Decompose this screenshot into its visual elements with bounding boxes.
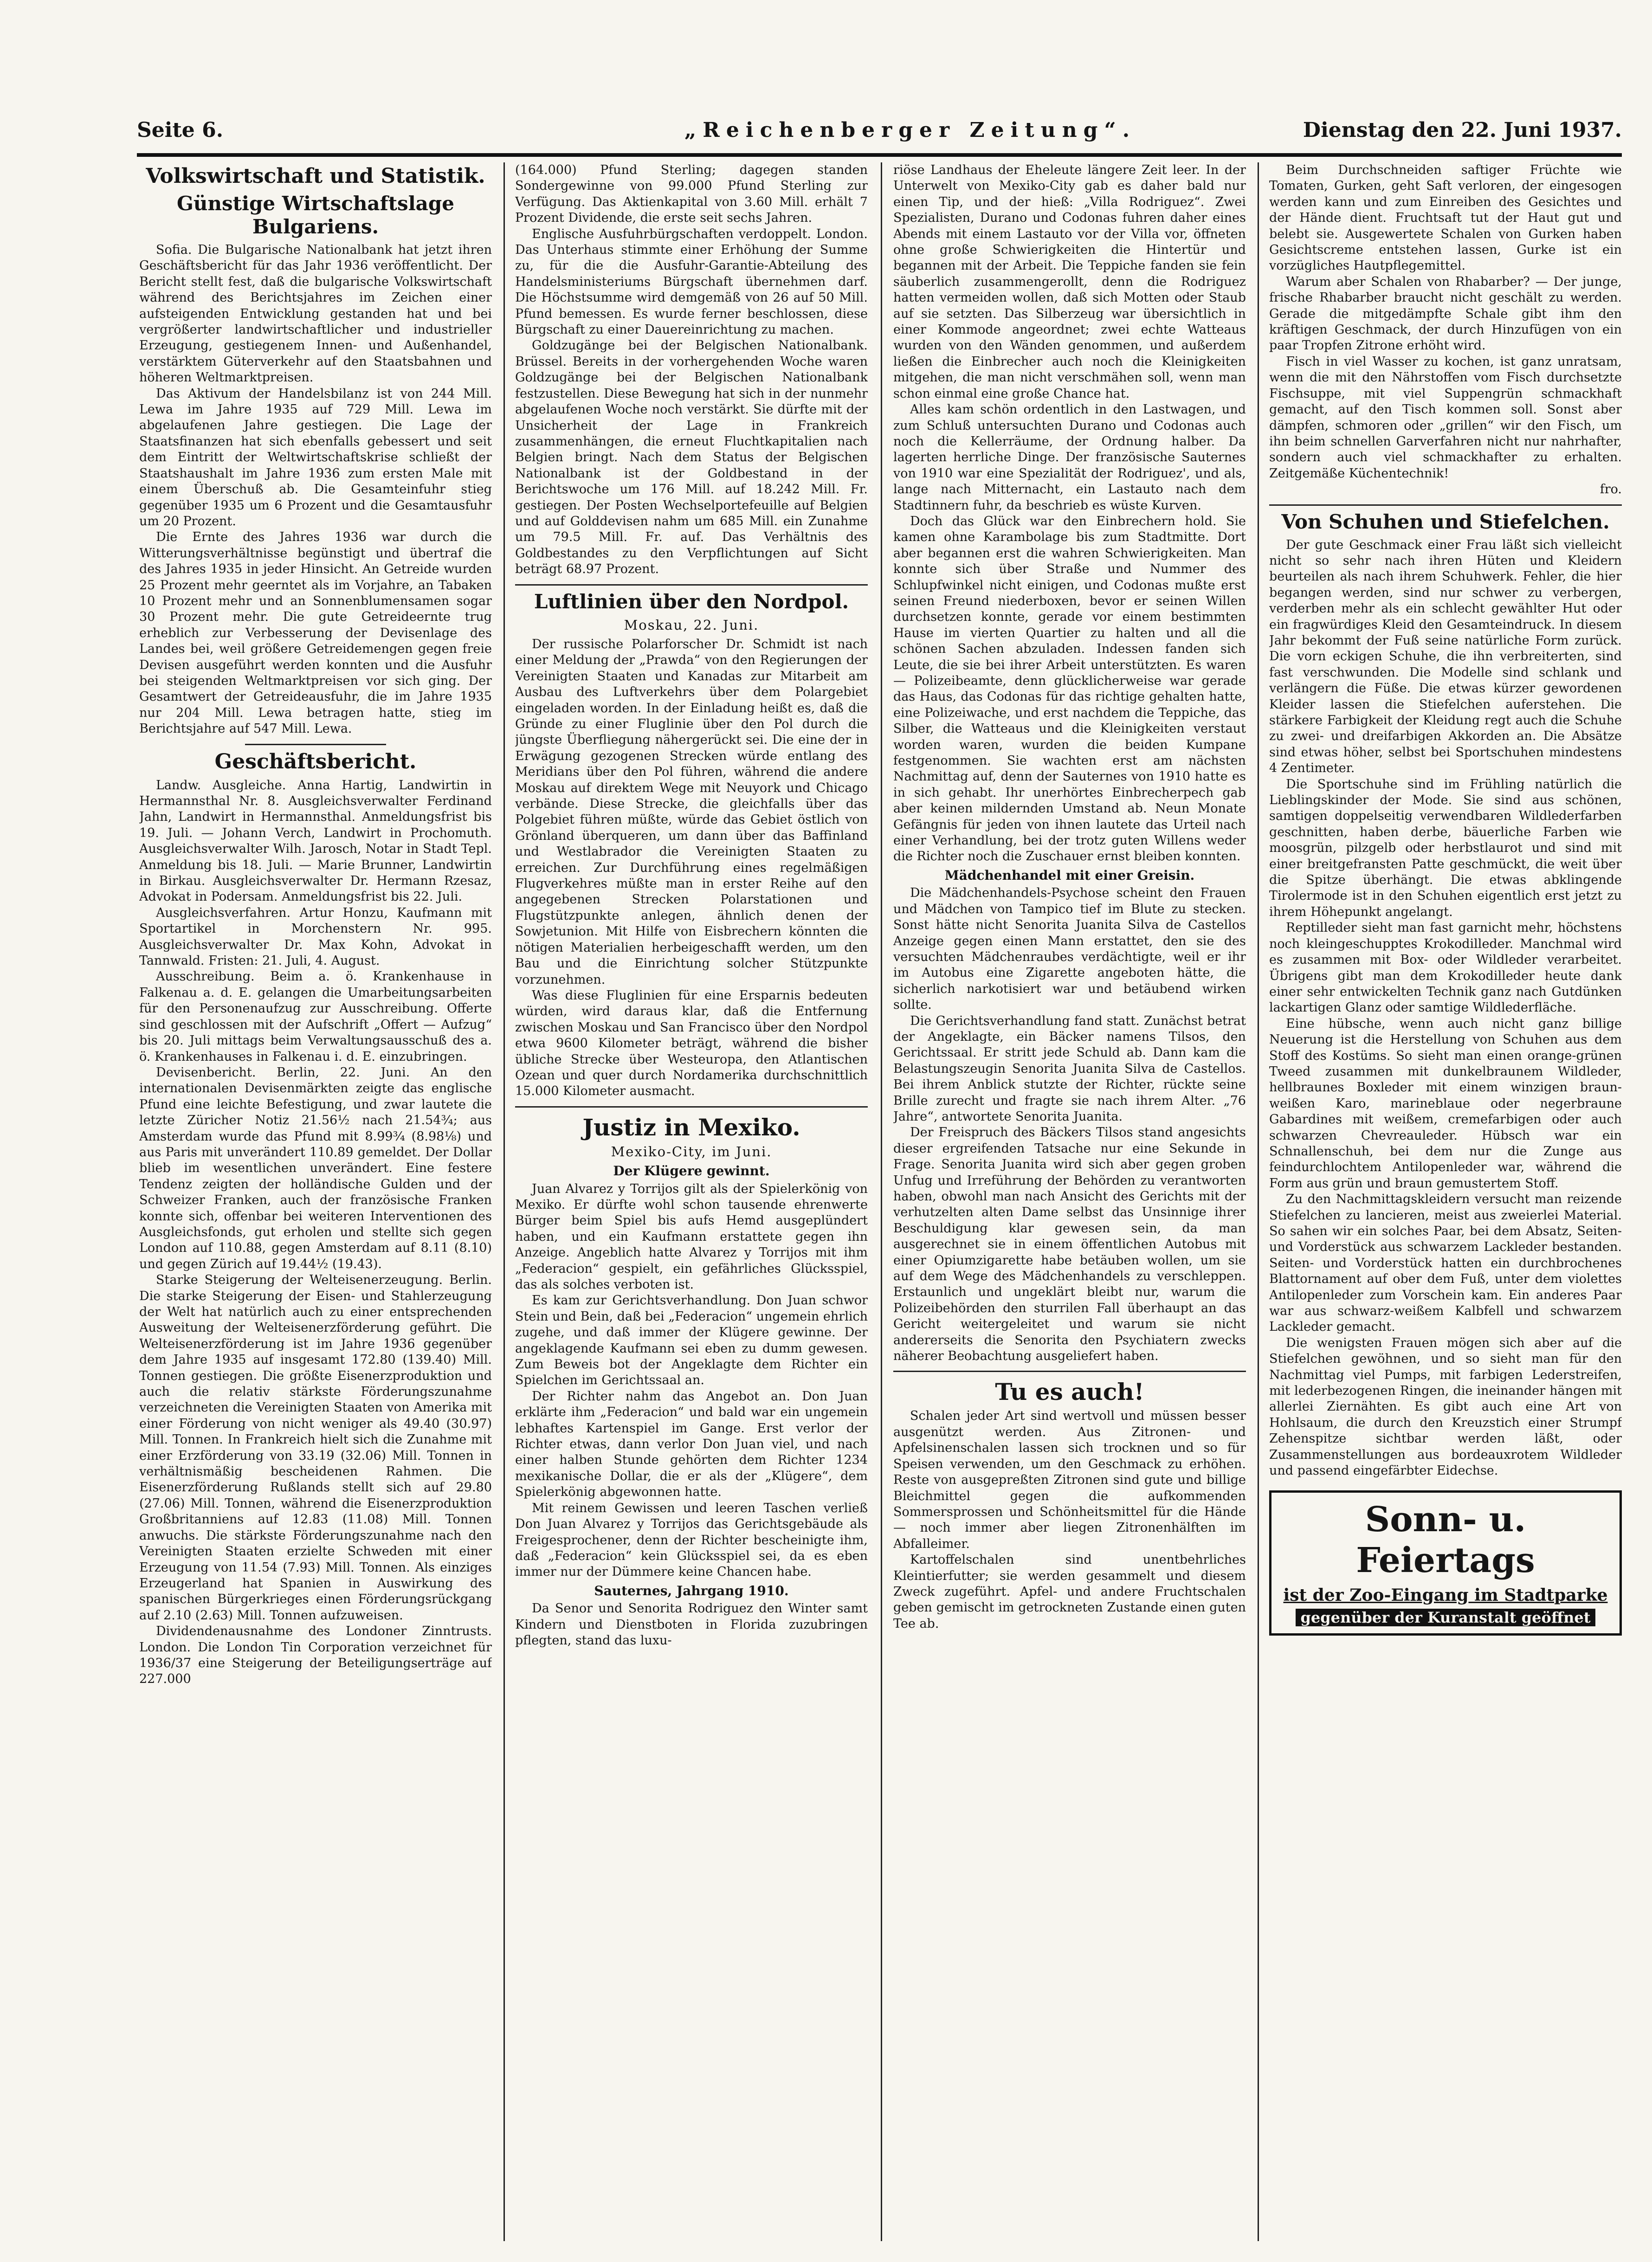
divider <box>515 584 868 586</box>
column-3 <box>893 162 1246 2241</box>
ad-text: gegenüber der Kuranstalt geöffnet <box>1296 1609 1595 1626</box>
newspaper-title: „Reichenberger Zeitung“. <box>684 118 1136 142</box>
paragraph: Es kam zur Gerichtsverhandlung. Don Juan schwor Stein und Bein, daß bei „Federacion“ ungemein ehrlich zugehe, und daß immer der Klügere gewinne. Der angeklagende Kaufmann sei eben zu dumm gewesen. Zum Beweis bot der Angeklagte dem Richter ein Spielchen im Gerichtssaal an. <box>515 1293 868 1388</box>
dateline: Moskau, 22. Juni. <box>624 617 759 633</box>
paragraph: Starke Steigerung der Welteisenerzeugung. Berlin. Die starke Steigerung der Eisen- und Stahlerzeugung der Welt hat natürlich auch zu einer entsprechenden Ausweitung der Welteisenerzförderung geführt. Die Welteisenerzförderung ist im Jahre 1936 gegenüber dem Jahre 1935 auf insgesamt 172.80 (139.40) Mill. Tonnen gestiegen. Die größte Eisenerzproduktion und auch die relativ stärkste Förderungszunahme verzeichneten die Vereinigten Staaten von Amerika mit einer Förderung von nicht weniger als 49.40 (30.97) Mill. Tonnen. In Frankreich hielt sich die Zunahme mit einer Erzförderung von 33.19 (32.06) Mill. Tonnen in verhältnismäßig bescheidenen Rahmen. Die Eisenerzförderung Rußlands stellt sich auf 29.80 (27.06) Mill. Tonnen, während die Eisenerzproduktion Großbritanniens auf 12.83 (11.08) Mill. Tonnen anwuchs. Die stärkste Förderungszunahme nach den Vereinigten Staaten erzielte Schweden mit einer Erzeugung von 11.54 (7.93) Mill. Tonnen. Als einziges Erzeugerland hat Spanien in Auswirkung des spanischen Bürgerkrieges einen Förderungsrückgang auf 2.10 (2.63) Mill. Tonnen aufzuweisen. <box>139 1273 492 1623</box>
paragraph: Die Gerichtsverhandlung fand statt. Zunächst betrat der Angeklagte, ein Bäcker namens Tilsos, den Gerichtssaal. Er stritt jede Schuld ab. Dann kam die Belastungszeugin Senorita Juanita Silva de Castellos. Bei ihrem Anblick stutzte der Richter, rückte seine Brille zurecht und fragte sie nach ihrem Alter. „76 Jahre“, antwortete Senorita Juanita. <box>893 1013 1246 1124</box>
article-title: Von Schuhen und Stiefelchen. <box>1281 510 1610 533</box>
subheading: Sauternes, Jahrgang 1910. <box>594 1583 789 1598</box>
paragraph: (164.000) Pfund Sterling; dagegen standen Sondergewinne von 99.000 Pfund Sterling zur Verfügung. Das Aktienkapital von 3.60 Mill. erhält 7 Prozent Dividende, die erste seit sechs Jahren. <box>515 163 868 226</box>
page-number: Seite 6. <box>137 118 224 142</box>
subheading: Mädchenhandel mit einer Greisin. <box>944 867 1195 883</box>
ad-text: ist der Zoo-Eingang im Stadtparke <box>1283 1585 1608 1605</box>
article-title: Günstige Wirtschaftslage Bulgariens. <box>177 192 454 238</box>
divider <box>245 744 386 745</box>
paragraph: Die wenigsten Frauen mögen sich aber auf die Stiefelchen gewöhnen, und so sieht man für den Nachmittag viel Pumps, mit farbigen Lederstreifen, mit lederbezogenen Ringen, die ineinander hängen mit allerlei Ziernähten. Es gibt auch eine Art von Hohlsaum, die durch den Kreuzstich einer Strumpf Zehenspitze sichtbar werden läßt, oder Zusammenstellungen aus bordeauxrotem Wildleder und passend eingefärbter Eidechse. <box>1269 1335 1622 1478</box>
column-divider <box>1258 162 1259 2241</box>
paragraph: Juan Alvarez y Torrijos gilt als der Spielerkönig von Mexiko. Er dürfte wohl schon tausende ehrenwerte Bürger beim Spiel bis aufs Hemd ausgeplündert haben, und ein Kaufmann erstattete gegen ihn Anzeige. Angeblich hatte Alvarez y Torrijos mit ihm „Federacion“ gespielt, ein gefährliches Glücksspiel, das als solches verboten ist. <box>515 1181 868 1292</box>
paragraph: Sofia. Die Bulgarische Nationalbank hat jetzt ihren Geschäftsbericht für das Jahr 1936 veröffentlicht. Der Bericht stellt fest, daß die bulgarische Volkswirtschaft während des Berichtsjahres im Zeichen einer aufsteigenden Entwicklung gestanden hat und bei vergrößerter landwirtschaftlicher und industrieller Erzeugung, gestiegenem Innen- und Außenhandel, verstärktem Güterverkehr auf den Staatsbahnen und höheren Weltmarktpreisen. <box>139 243 492 385</box>
paragraph: Alles kam schön ordentlich in den Lastwagen, und zum Schluß untersuchten Durano und Codonas auch noch die Kellerräume, der Ordnung halber. Da lagerten herrliche Dinge. Der französische Sauternes von 1910 war eine Spezialität der Rodriguez', und als, lange nach Mitternacht, ein Lastauto nach dem Stadtinnern fuhr, da beschrieb es wüste Kurven. <box>893 402 1246 513</box>
paragraph: Die Ernte des Jahres 1936 war durch die Witterungsverhältnisse begünstigt und übertraf die des Jahres 1935 in jeder Hinsicht. An Getreide wurden 25 Prozent mehr geerntet als im Vorjahre, an Tabaken 10 Prozent mehr und an Sonnenblumensamen sogar 30 Prozent mehr. Die gute Getreideernte trug erheblich zur Verbesserung der Devisenlage des Landes bei, weil größere Getreidemengen gegen freie Devisen ausgeführt werden konnten und die Ausfuhr bei steigenden Weltmarktpreisen vor sich ging. Der Gesamtwert der Getreideausfuhr, die im Jahre 1935 nur 204 Mill. Lewa betragen hatte, stieg im Berichtsjahre auf 547 Mill. Lewa. <box>139 530 492 736</box>
section-heading: Geschäftsbericht. <box>214 749 417 773</box>
divider <box>893 1371 1246 1372</box>
page-header <box>137 118 1622 146</box>
paragraph: Da Senor und Senorita Rodriguez den Winter samt Kindern und Dienstboten in Florida zuzubringen pflegten, stand das luxu- <box>515 1601 868 1648</box>
subheading: Der Klügere gewinnt. <box>613 1163 770 1179</box>
article-title: Justiz in Mexiko. <box>582 1113 800 1141</box>
paragraph: Warum aber Schalen von Rhabarber? — Der junge, frische Rhabarber braucht nicht geschält zu werden. Gerade die mitgedämpfte Schale gibt ihm den kräftigen Geschmack, der durch Hinzufügen von ein paar Tropfen Zitrone erhöht wird. <box>1269 274 1622 353</box>
paragraph: Landw. Ausgleiche. Anna Hartig, Landwirtin in Hermannsthal Nr. 8. Ausgleichsverwalter Ferdinand Jahn, Landwirt in Hermannsthal. Anmeldungsfrist bis 19. Juli. — Johann Verch, Landwirt in Prochomuth. Ausgleichsverwalter Wilh. Jarosch, Notar in Stadt Tepl. Anmeldung bis 18. Juli. — Marie Brunner, Landwirtin in Birkau. Ausgleichsverwalter Dr. Hermann Rzesaz, Advokat in Podersam. Anmeldungsfrist bis 22. Juli. <box>139 778 492 904</box>
paragraph: Englische Ausfuhrbürgschaften verdoppelt. London. Das Unterhaus stimmte einer Erhöhung der Summe zu, für die die Ausfuhr-Garantie-Abteilung des Handelsministeriums Bürgschaft übernehmen darf. Die Höchstsumme wird demgemäß von 26 auf 50 Mill. Pfund bemessen. Es wurde ferner beschlossen, diese Bürgschaft zu einer Dauereinrichtung zu machen. <box>515 226 868 337</box>
advertisement-box <box>1269 1490 1622 1636</box>
article-title: Luftlinien über den Nordpol. <box>534 590 849 613</box>
paragraph: Ausgleichsverfahren. Artur Honzu, Kaufmann mit Sportartikel in Morchenstern Nr. 995. Ausgleichsverwalter Dr. Max Kohn, Advokat in Tannwald. Fristen: 21. Juli, 4. August. <box>139 905 492 968</box>
paragraph: Kartoffelschalen sind unentbehrliches Kleintierfutter; sie werden gesammelt und diesem Zweck zugeführt. Apfel- und andere Fruchtschalen geben gemischt im getrockneten Zustande einen guten Tee ab. <box>893 1553 1246 1631</box>
paragraph: Das Aktivum der Handelsbilanz ist von 244 Mill. Lewa im Jahre 1935 auf 729 Mill. Lewa im abgelaufenen Jahre gestiegen. Die Lage der Staatsfinanzen hat sich ebenfalls gebessert und seit dem Eintritt der Weltwirtschaftskrise schließt der Staatshaushalt im Jahre 1936 zum ersten Male mit einem Überschuß ab. Die Gesamteinfuhr stieg gegenüber 1935 um 6 Prozent und die Gesamtausfuhr um 20 Prozent. <box>139 386 492 528</box>
column-1 <box>139 162 492 2241</box>
paragraph: riöse Landhaus der Eheleute längere Zeit leer. In der Unterwelt von Mexiko-City gab es daher bald nur einen Tip, und der hieß: „Villa Rodriguez“. Zwei Spezialisten, Durano und Codonas fuhren daher eines Abends mit einem Lastauto vor der Villa vor, öffneten ohne große Schwierigkeiten die Hintertür und begannen mit der Arbeit. Die Teppiche fanden sie fein säuberlich zusammengerollt, denn die Rodriguez hatten vermeiden wollen, daß sich Motten oder Staub auf sie setzten. Das Silberzeug war übersichtlich in einer Kommode angeordnet; zwei echte Watteaus wurden von den Wänden genommen, und außerdem ließen die Einbrecher auch noch die Kleinigkeiten mitgehen, die man nicht verschmähen soll, wenn man schon einmal eine große Chance hat. <box>893 163 1246 401</box>
dateline: Mexiko-City, im Juni. <box>611 1143 772 1160</box>
section-heading: Volkswirtschaft und Statistik. <box>146 164 485 188</box>
paragraph: Zu den Nachmittagskleidern versucht man reizende Stiefelchen zu lancieren, meist aus zweierlei Material. So sahen wir ein solches Paar, bei dem Absatz, Seiten- und Vorderstück aus schwarzem Lackleder bestanden. Seiten- und Vorderstück hatten ein durchbrochenes Blattornament auf ober dem Fuß, unter dem violettes Antilopenleder zum Vorschein kam. Ein anderes Paar war aus schwarz-weißem Kalbfell und schwarzem Lackleder gemacht. <box>1269 1192 1622 1334</box>
paragraph: Eine hübsche, wenn auch nicht ganz billige Neuerung ist die Herstellung von Schuhen aus dem Stoff des Kostüms. So sieht man einen orange-grünen Tweed zusammen mit dunkelbraunem Wildleder, hellbraunes Boxleder mit einem winzigen braun-weißen Karo, marineblaue oder negerbraune Gabardines mit weißem, cremefarbigen oder auch schwarzen Chevreauleder. Hübsch war ein Schnallenschuh, bei dem nur die Zunge aus feindurchlochtem Antilopenleder war, während die Form aus grün und braun gemustertem Stoff. <box>1269 1016 1622 1191</box>
paragraph: Die Sportschuhe sind im Frühling natürlich die Lieblingskinder der Mode. Sie sind aus schönen, samtigen doppelseitig verwendbaren Wildlederfarben geschnitten, haben derbe, bäuerliche Farben wie moosgrün, pilzgelb oder herbstlaurot und sind mit einer breitgefransten Patte geschmückt, die weit über die Spitze überhängt. Die etwas abklingende Tirolermode ist in den Schuhen eigentlich erst jetzt zu ihrem Höhepunkt angelangt. <box>1269 777 1622 919</box>
ad-headline: Sonn- u. Feiertags <box>1356 1499 1535 1580</box>
column-2 <box>515 162 868 2241</box>
column-divider <box>881 162 882 2241</box>
column-divider <box>503 162 505 2241</box>
paragraph: Doch das Glück war den Einbrechern hold. Sie kamen ohne Karambolage bis zum Stadtmitte. Dort aber begannen erst die wahren Schwierigkeiten. Man konnte sich über Straße und Nummer des Schlupfwinkel nicht einigen, und Codonas mußte erst seinen Freund niederboxen, bevor er seinen Willen durchsetzen konnte, gerade vor einem bestimmten Hause im vierten Quartier zu halten und all die schönen Sachen abzuladen. Indessen fanden sich Leute, die sie bei ihrer Arbeit unterstützten. Es waren — Polizeibeamte, denn glücklicherweise war gerade das Haus, das Codonas für das richtige gehalten hatte, eine Polizeiwache, und erst nachdem die Teppiche, das Silber, die Watteaus und die Kleinigkeiten verstaut worden waren, wurden die beiden Kumpane festgenommen. Sie wachten erst am nächsten Nachmittag auf, denn der Sauternes von 1910 hatte es in sich gehabt. Ihr unerhörtes Einbrecherpech gab aber keinen mildernden Umstand ab. Neun Monate Gefängnis für jeden von ihnen lautete das Urteil nach einer Verhandlung, bei der trotz guten Willens weder die Richter noch die Zuschauer ernst bleiben konnten. <box>893 514 1246 864</box>
column-4 <box>1269 162 1622 2241</box>
paragraph: Dividendenausnahme des Londoner Zinntrusts. London. Die London Tin Corporation verzeichnet für 1936/37 eine Steigerung der Beteiligungserträge auf 227.000 <box>139 1624 492 1687</box>
paragraph: Mit reinem Gewissen und leeren Taschen verließ Don Juan Alvarez y Torrijos das Gerichtsgebäude als Freigesprochener, denn der Richter bescheinigte ihm, daß „Federacion“ kein Glücksspiel sei, da es eben immer nur der Dümmere keine Chancen habe. <box>515 1501 868 1579</box>
header-rule <box>137 153 1622 157</box>
paragraph: Fisch in viel Wasser zu kochen, ist ganz unratsam, wenn die mit den Nährstoffen vom Fisch durchsetzte Fischsuppe, mit viel Suppengrün schmackhaft gemacht, auf den Tisch kommen soll. Sonst aber dämpfen, schmoren oder „grillen“ wir den Fisch, um ihn beim schnellen Garverfahren nicht nur nahrhafter, sondern auch viel schmackhafter zu erhalten. Zeitgemäße Küchentechnik! <box>1269 354 1622 481</box>
paragraph: Die Mädchenhandels-Psychose scheint den Frauen und Mädchen von Tampico tief im Blute zu stecken. Sonst hätte nicht Senorita Juanita Silva de Castellos Anzeige gegen einen Mann erstattet, den sie des versuchten Mädchenraubes verdächtigte, weil er ihr im Autobus eine Zigarette angeboten hätte, die sicherlich narkotisiert war und betäubend wirken sollte. <box>893 886 1246 1012</box>
paragraph: Devisenbericht. Berlin, 22. Juni. An den internationalen Devisenmärkten zeigte das englische Pfund eine leichte Befestigung, und zwar lautete die letzte Züricher Notiz 21.56½ nach 21.54¾; aus Amsterdam wurde das Pfund mit 8.99¾ (8.98⅛) und aus Paris mit unverändert 110.89 gemeldet. Der Dollar blieb im wesentlichen unverändert. Eine festere Tendenz zeigten der holländische Gulden und der Schweizer Franken, auch der französische Franken konnte sich, offenbar bei weiteren Interventionen des Ausgleichsfonds, gut erholen und stellte sich gegen London auf 110.88, gegen Amsterdam auf 8.11 (8.10) und gegen Zürich auf 19.44½ (19.43). <box>139 1065 492 1271</box>
paragraph: Der russische Polarforscher Dr. Schmidt ist nach einer Meldung der „Prawda“ von den Regierungen der Vereinigten Staaten und Kanadas zur Mitarbeit am Ausbau des Luftverkehrs über dem Polargebiet eingeladen worden. In der Einladung heißt es, daß die Gründe zu einer Fluglinie über den Pol durch die jüngste Überfliegung nähergerückt sei. Die eine der in Erwägung gezogenen Strecken würde entlang des Meridians über den Pol führen, während die andere Moskau auf direktem Wege mit Neuyork und Chicago verbände. Diese Strecke, die gleichfalls über das Polgebiet führen müßte, würde das Gebiet östlich von Grönland überqueren, um dann über das Baffinland und Westlabrador die Vereinigten Staaten zu erreichen. Zur Durchführung eines regelmäßigen Flugverkehres müßte man in erster Reihe auf den angegebenen Strecken Polarstationen und Flugstützpunkte anlegen, ähnlich denen der Sowjetunion. Mit Hilfe von Eisbrechern könnten die nötigen Materialien herbeigeschafft werden, um den Bau und die Einrichtung solcher Stützpunkte vorzunehmen. <box>515 637 868 987</box>
paragraph: Der Richter nahm das Angebot an. Don Juan erklärte ihm „Federacion“ und bald war ein ungemein lebhaftes Kartenspiel im Gange. Erst verlor der Richter etwas, dann verlor Don Juan viel, und nach einer halben Stunde gehörten dem Richter 1234 mexikanische Dollar, die er als der „Klügere“, dem Spielerkönig abgewonnen hatte. <box>515 1389 868 1500</box>
paragraph: Beim Durchschneiden saftiger Früchte wie Tomaten, Gurken, geht Saft verloren, der eingesogen werden kann und zum Einreiben des Gesichtes und der Hände dient. Fruchtsaft tut der Haut gut und belebt sie. Ausgewertete Schalen von Gurken haben Gesichtscreme entstehen lassen, Gurke ist ein vorzügliches Hautpflegemittel. <box>1269 163 1622 273</box>
paragraph: Der Freispruch des Bäckers Tilsos stand angesichts dieser ergreifenden Tatsache nur eine Sekunde in Frage. Senorita Juanita wird sich aber gegen groben Unfug und Irreführung der Behörden zu verantworten haben, obwohl man nach Ansicht des Gerichts mit der verhutzelten alten Dame selbst das Unsinnige ihrer Beschuldigung klar gewesen sein, da man ausgerechnet sie in einem öffentlichen Autobus mit einer Opiumzigarette habe betäuben wollen, um sie auf dem Wege des Mädchenhandels zu verschleppen. Erstaunlich und ungeklärt bleibt nur, warum die Polizeibehörden den sturrilen Fall überhaupt an das Gericht weitergeleitet und warum sie nicht andererseits die Senorita den Psychiatern zwecks näherer Beobachtung ausgeliefert haben. <box>893 1125 1246 1364</box>
author-signature: fro. <box>1600 482 1622 497</box>
paragraph: Schalen jeder Art sind wertvoll und müssen besser ausgenützt werden. Aus Zitronen- und Apfelsinenschalen lassen sich trocknen und so für Speisen verwenden, um den Geschmack zu erhöhen. Reste von ausgepreßten Zitronen sind gute und billige Bleichmittel gegen die aufkommenden Sommersprossen und Schönheitsmittel für die Hände — noch immer aber liegen Zitronenhälften im Abfalleimer. <box>893 1409 1246 1551</box>
paragraph: Der gute Geschmack einer Frau läßt sich vielleicht nicht so sehr nach ihren Hüten und Kleidern beurteilen als nach ihrem Schuhwerk. Fehler, die hier begangen werden, sind nur schwer zu verbergen, verderben mehr als ein schlecht gewählter Hut oder ein fragwürdiges Kleid den Gesamteindruck. In diesem Jahr bekommt der Fuß seine natürliche Form zurück. Die vorn eckigen Schuhe, die ihn verbreiterten, sind fast verschwunden. Die Modelle sind schlank und verlängern die Füße. Die etwas kürzer gewordenen Kleider lassen die Stiefelchen auferstehen. Die stärkere Farbigkeit der Kleidung regt auch die Schuhe zu zwei- und dreifarbigen Akkorden an. Die Absätze sind etwas höher, selbst bei Sportschuhen mindestens 4 Zentimeter. <box>1269 537 1622 776</box>
issue-date: Dienstag den 22. Juni 1937. <box>1303 118 1622 142</box>
article-title: Tu es auch! <box>995 1378 1144 1406</box>
paragraph: Was diese Fluglinien für eine Ersparnis bedeuten würden, wird daraus klar, daß die Entfernung zwischen Moskau und San Francisco über den Nordpol etwa 9600 Kilometer beträgt, während die bisher übliche Strecke über Westeuropa, den Atlantischen Ozean und quer durch Nordamerika durchschnittlich 15.000 Kilometer ausmacht. <box>515 988 868 1099</box>
divider <box>1269 504 1622 506</box>
paragraph: Ausschreibung. Beim a. ö. Krankenhause in Falkenau a. d. E. gelangen die Umarbeitungsarbeiten für den Personenaufzug zur Ausschreibung. Offerte sind geschlossen mit der Aufschrift „Offert — Aufzug“ bis 20. Juli mittags beim Verwaltungsausschuß des a. ö. Krankenhauses in Falkenau i. d. E. einzubringen. <box>139 969 492 1064</box>
divider <box>515 1106 868 1108</box>
paragraph: Reptilleder sieht man fast garnicht mehr, höchstens noch kleingeschupptes Krokodilleder. Manchmal wird es zusammen mit Box- oder Wildleder verarbeitet. Übrigens gibt man dem Krokodilleder heute dank einer sehr entwickelten Technik ganz nach Gutdünken lackartigen Glanz oder samtige Wildlederfläche. <box>1269 921 1622 1015</box>
paragraph: Goldzugänge bei der Belgischen Nationalbank. Brüssel. Bereits in der vorhergehenden Woche waren Goldzugänge bei der Belgischen Nationalbank festzustellen. Diese Bewegung hat sich in der nunmehr abgelaufenen Woche noch verstärkt. Sie dürfte mit der Unsicherheit der Lage in Frankreich zusammenhängen, die erneut Fluchtkapitalien nach Belgien bringt. Nach dem Status der Belgischen Nationalbank ist der Goldbestand in der Berichtswoche um 176 Mill. auf 18.242 Mill. Fr. gestiegen. Der Posten Wechselportefeuille auf Belgien und auf Golddevisen nahm um 685 Mill. ein Zunahme um 79.5 Mill. Fr. auf. Das Verhältnis des Goldbestandes zu den Verpflichtungen auf Sicht beträgt 68.97 Prozent. <box>515 338 868 577</box>
